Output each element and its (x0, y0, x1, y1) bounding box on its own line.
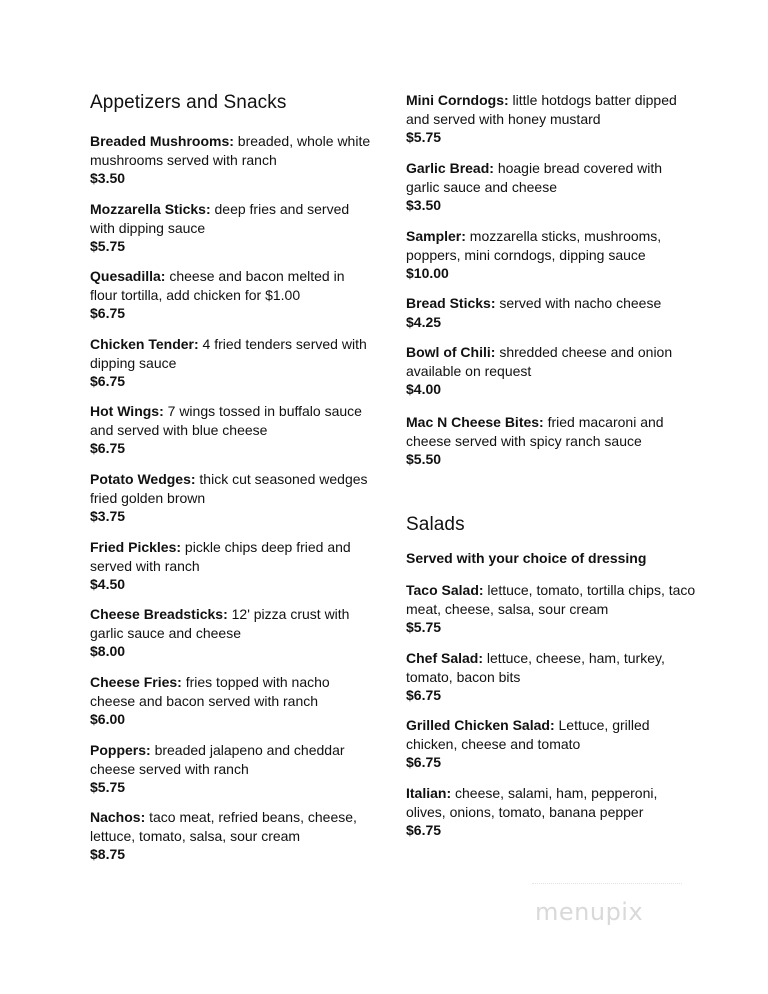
menu-item (90, 605, 375, 661)
item-desc: shredded cheese and onion available on request (406, 344, 673, 379)
menu-item (90, 538, 375, 594)
menu-item (90, 267, 375, 323)
item-price: $6.75 (406, 754, 442, 770)
item-price: $6.75 (90, 373, 126, 389)
item-price: $8.75 (90, 846, 126, 862)
item-price: $5.75 (406, 619, 442, 635)
item-desc: breaded jalapeno and cheddar cheese served with ranch (90, 742, 345, 777)
item-desc: lettuce, tomato, tortilla chips, taco meat, cheese, salsa, sour cream (406, 582, 696, 617)
item-desc: lettuce, cheese, ham, turkey, tomato, bacon bits (406, 650, 665, 685)
item-price: $6.75 (90, 440, 126, 456)
menu-item (406, 413, 696, 469)
item-desc: 7 wings tossed in buffalo sauce and served with blue cheese (90, 403, 362, 438)
item-name: Hot Wings: (90, 403, 164, 419)
item-name: Poppers: (90, 742, 151, 758)
item-name: Cheese Breadsticks: (90, 606, 228, 622)
item-name: Breaded Mushrooms: (90, 133, 234, 149)
menu-item (406, 716, 696, 772)
item-name: Sampler: (406, 228, 466, 244)
menu-item (406, 581, 696, 637)
salads-title: Salads (406, 514, 465, 535)
menu-item (90, 132, 375, 188)
salads-subtitle: Served with your choice of dressing (406, 550, 647, 566)
item-desc: deep fries and served with dipping sauce (90, 201, 350, 236)
item-name: Bread Sticks: (406, 295, 496, 311)
item-desc: hoagie bread covered with garlic sauce and cheese (406, 160, 663, 195)
item-name: Mac N Cheese Bites: (406, 414, 544, 430)
watermark-divider (532, 883, 682, 888)
item-name: Quesadilla: (90, 268, 166, 284)
item-desc: served with nacho cheese (495, 295, 662, 311)
item-desc: fried macaroni and cheese served with spicy ranch sauce (406, 414, 664, 449)
item-name: Potato Wedges: (90, 471, 196, 487)
item-price: $6.75 (90, 305, 126, 321)
item-name: Nachos: (90, 809, 146, 825)
menu-item (90, 808, 375, 864)
item-desc: breaded, whole white mushrooms served with ranch (90, 133, 371, 168)
item-price: $5.75 (406, 129, 442, 145)
item-price: $6.75 (406, 822, 442, 838)
menu-item (90, 470, 375, 526)
item-price: $3.50 (406, 197, 442, 213)
item-name: Mini Corndogs: (406, 92, 509, 108)
menu-item (90, 673, 375, 729)
item-desc: taco meat, refried beans, cheese, lettuce, tomato, salsa, sour cream (90, 809, 357, 844)
item-desc: mozzarella sticks, mushrooms, poppers, mini corndogs, dipping sauce (406, 228, 662, 263)
item-price: $4.25 (406, 313, 442, 330)
menu-item (406, 343, 696, 399)
appetizers-title: Appetizers and Snacks (90, 92, 287, 113)
item-desc: Lettuce, grilled chicken, cheese and tomato (406, 717, 650, 752)
item-price: $6.00 (90, 711, 126, 727)
item-price: $3.50 (90, 170, 126, 186)
item-name: Bowl of Chili: (406, 344, 496, 360)
item-price: $5.75 (90, 238, 126, 254)
item-name: Cheese Fries: (90, 674, 182, 690)
item-name: Grilled Chicken Salad: (406, 717, 555, 733)
item-name: Chicken Tender: (90, 336, 199, 352)
item-name: Chef Salad: (406, 650, 484, 666)
item-name: Garlic Bread: (406, 160, 494, 176)
menu-item (406, 227, 696, 283)
item-price: $10.00 (406, 265, 449, 281)
item-name: Fried Pickles: (90, 539, 182, 555)
menu-item (406, 294, 696, 331)
menu-item (90, 200, 375, 256)
item-price: $6.75 (406, 687, 442, 703)
item-name: Mozzarella Sticks: (90, 201, 211, 217)
item-desc: cheese and bacon melted in flour tortilla, add chicken for $1.00 (90, 268, 345, 303)
item-desc: 4 fried tenders served with dipping sauce (90, 336, 367, 371)
menu-item (406, 649, 696, 705)
item-desc: fries topped with nacho cheese and bacon served with ranch (90, 674, 330, 709)
item-desc: cheese, salami, ham, pepperoni, olives, onions, tomato, banana pepper (406, 785, 658, 820)
menu-item (406, 784, 696, 840)
item-desc: pickle chips deep fried and served with ranch (90, 539, 351, 574)
item-price: $8.00 (90, 643, 126, 659)
menu-item (406, 91, 696, 147)
item-desc: little hotdogs batter dipped and served with honey mustard (406, 92, 677, 127)
item-price: $4.50 (90, 576, 126, 592)
menu-item (90, 335, 375, 391)
item-price: $5.75 (90, 779, 126, 795)
menu-item (406, 159, 696, 215)
menu-item (90, 402, 375, 458)
menupix-watermark: menupix (535, 898, 644, 926)
item-desc: 12' pizza crust with garlic sauce and cheese (90, 606, 350, 641)
item-price: $4.00 (406, 381, 442, 397)
menu-item (90, 741, 375, 797)
item-name: Italian: (406, 785, 452, 801)
item-desc: thick cut seasoned wedges fried golden brown (90, 471, 368, 506)
item-name: Taco Salad: (406, 582, 484, 598)
item-price: $5.50 (406, 451, 442, 467)
item-price: $3.75 (90, 508, 126, 524)
